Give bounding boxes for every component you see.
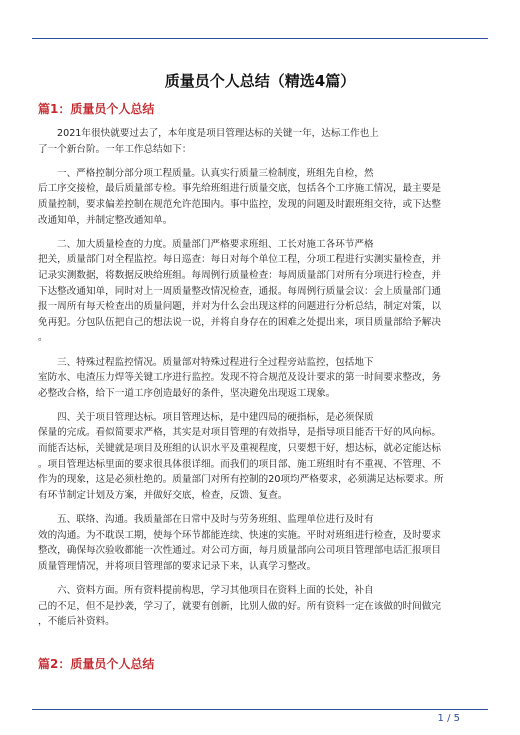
header-rule: [32, 38, 488, 39]
text-line: 质量管理情况，并将项目管理部的要求记录下来，认真学习整改。: [38, 560, 317, 572]
text-line: 后工序交接检，最后质量部专检。事先给班组进行质量交底，包括各个工序施工情况，最主要是: [38, 183, 441, 195]
document-body: [38, 126, 482, 638]
text-line: 三、特殊过程监控情况。质量部对特殊过程进行全过程旁站监控，包括地下: [57, 356, 374, 368]
paragraph: [38, 410, 482, 504]
text-line: 二、加大质量检查的力度。质量部门严格要求班组、工长对施工各环节严格: [57, 238, 374, 250]
text-line: 必整改合格，给下一道工序创造最好的条件，坚决避免出现返工现象。: [38, 387, 336, 399]
paragraph: [38, 512, 482, 574]
text-line: 把关，质量部门对全程监控。每日巡查：每日对每个单位工程，分项工程进行实测实量检查，并: [38, 254, 441, 266]
section-heading-2: 篇2：质量员个人总结: [38, 657, 155, 671]
text-line: 作为的现象，这是必须杜绝的。质量部门对所有控制的20项均严格要求，必须满足达标要求。所: [38, 474, 444, 486]
text-line: 改通知单，并制定整改通知单。: [38, 214, 173, 226]
text-line: 质量控制，要求偏差控制在规范允许范围内。事中监控，发现的问题及时跟班组交待，或下达整: [38, 198, 441, 210]
text-line: 报一周所有每天检查出的质量问题，并对为什么会出现这样的问题进行分析总结，制定对策，以: [38, 301, 441, 313]
text-line: 免再犯。分包队伍把自己的想法说一说，并将自身存在的困难之处提出来，项目质量部给予解决: [38, 316, 441, 328]
text-line: 己的不足，但不是抄袭，学习了，就要有创新，比别人做的好。所有资料一定在该做的时间做完: [38, 600, 441, 612]
paragraph: [38, 166, 482, 228]
text-line: ，不能后补资料。: [38, 616, 115, 628]
text-line: 有环节制定计划及方案，并做好交底，检查，反馈、复查。: [38, 489, 288, 501]
text-line: 四、关于项目管理达标。项目管理达标，是中建四局的硬指标，是必须保质: [57, 411, 374, 423]
paragraph: [38, 237, 482, 346]
text-line: 五、联络、沟通。我质量部在日常中及时与劳务班组、监理单位进行及时有: [57, 514, 374, 526]
page-number: 1 / 5: [437, 713, 460, 724]
text-line: 下达整改通知单，同时对上一周质量整改情况检查，通报。每周例行质量会议：会上质量部门通: [38, 285, 441, 297]
paragraph: [38, 126, 482, 157]
text-line: 效的沟通。为不耽误工期，使每个环节都能连续、快速的实施。平时对班组进行检查，及时要求: [38, 529, 441, 541]
text-line: 2021年很快就要过去了，本年度是项目管理达标的关键一年，达标工作也上: [57, 128, 379, 139]
text-line: 保量的完成。看似简要求严格，其实是对项目管理的有效指导，是指导项目能否干好的风向标。: [38, 427, 441, 439]
text-line: 。项目管理达标里面的要求很具体很详细。而我们的项目部、施工班组时有不重视、不管理、不: [38, 458, 441, 470]
text-line: 记录实测数据，将数据反映给班组。每周例行质量检查：每周质量部门对所有分项进行检查，并: [38, 269, 441, 281]
paragraph: [38, 583, 482, 630]
document-title: 质量员个人总结（精选4篇）: [164, 72, 356, 90]
text-line: 。: [38, 332, 48, 344]
text-line: 了一个新台阶。一年工作总结如下：: [38, 143, 192, 155]
text-line: 而能否达标，关键就是项目及班组的认识水平及重视程度，只要想干好，想达标，就必定能达标: [38, 443, 441, 455]
text-line: 六、资料方面。所有资料提前构思，学习其他项目在资料上面的长处，补自: [57, 585, 374, 596]
paragraph: [38, 355, 482, 402]
section-heading-1: 篇1：质量员个人总结: [38, 102, 155, 116]
text-line: 一、严格控制分部分项工程质量。认真实行质量三检制度，班组先自检，然: [57, 167, 374, 179]
footer-rule: [32, 709, 488, 710]
text-line: 整改，确保每次验收都能一次性通过。对公司方面，每月质量部向公司项目管理部电话汇报项目: [38, 545, 441, 557]
text-line: 室防水、电渣压力焊等关键工序进行监控。发现不符合规范及设计要求的第一时间要求整改，务: [38, 372, 441, 384]
